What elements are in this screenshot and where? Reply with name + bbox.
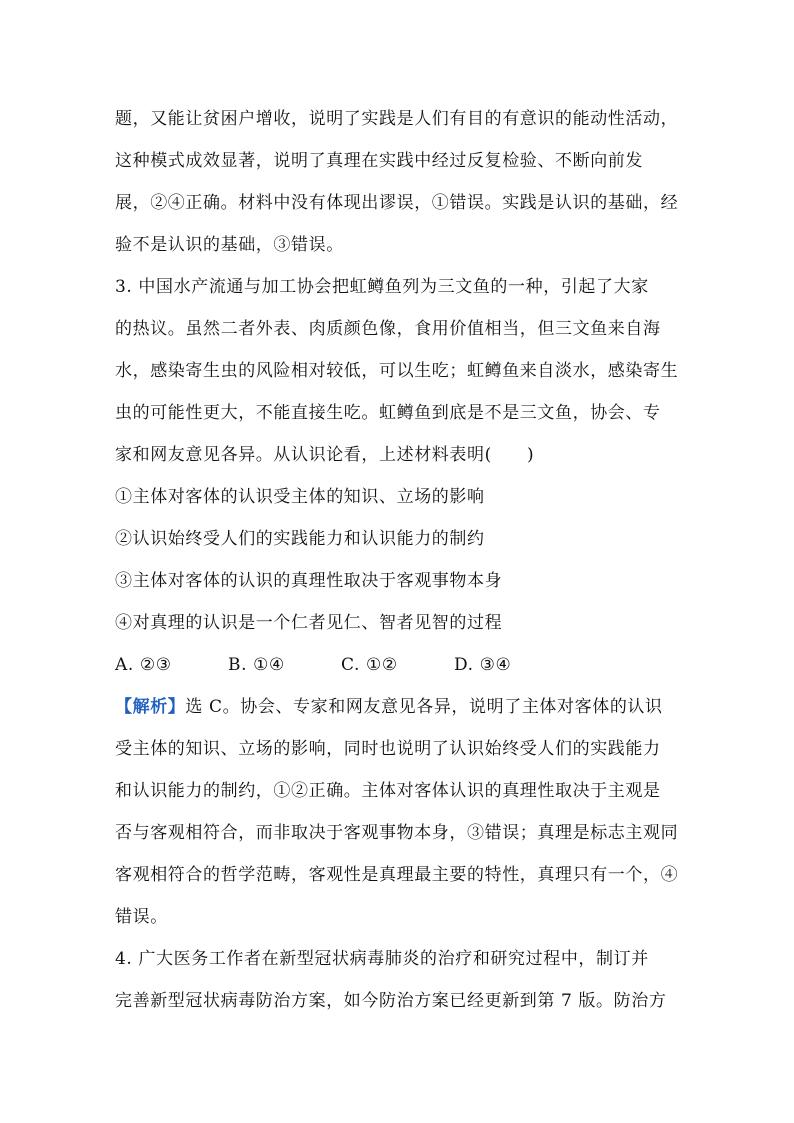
question-3-stem-line: 的热议。虽然二者外表、肉质颜色像，食用价值相当，但三文鱼来自海 — [115, 319, 661, 339]
option-a: A. ②③ — [115, 655, 172, 675]
question-4-stem-line: 4. 广大医务工作者在新型冠状病毒肺炎的治疗和研究过程中，制订并 — [115, 949, 649, 969]
question-3-stem-line: 3. 中国水产流通与加工协会把虹鳟鱼列为三文鱼的一种，引起了大家 — [115, 277, 649, 297]
statement-2: ②认识始终受人们的实践能力和认识能力的制约 — [115, 529, 485, 549]
explanation-line: 这种模式成效显著，说明了真理在实践中经过反复检验、不断向前发 — [115, 151, 643, 171]
statement-4: ④对真理的认识是一个仁者见仁、智者见智的过程 — [115, 613, 503, 633]
option-c: C. ①② — [341, 655, 398, 675]
question-3-stem-line: 家和网友意见各异。从认识论看，上述材料表明( ) — [115, 445, 535, 465]
analysis-line: 客观相符合的哲学范畴，客观性是真理最主要的特性，真理只有一个，④ — [115, 865, 679, 885]
option-d: D. ③④ — [454, 655, 512, 675]
analysis-line: 和认识能力的制约，①②正确。主体对客体认识的真理性取决于主观是 — [115, 781, 661, 801]
question-3-stem-line: 水，感染寄生虫的风险相对较低，可以生吃；虹鳟鱼来自淡水，感染寄生 — [115, 361, 679, 381]
explanation-line: 展，②④正确。材料中没有体现出谬误，①错误。实践是认识的基础，经 — [115, 193, 679, 213]
question-3-stem-line: 虫的可能性更大，不能直接生吃。虹鳟鱼到底是不是三文鱼，协会、专 — [115, 403, 661, 423]
analysis-first-line — [115, 686, 690, 728]
document-page — [115, 98, 690, 1022]
analysis-line: 受主体的知识、立场的影响，同时也说明了认识始终受人们的实践能力 — [115, 739, 661, 759]
explanation-line: 验不是认识的基础，③错误。 — [115, 235, 344, 255]
analysis-tag: 【解析】 — [115, 697, 186, 717]
statement-3: ③主体对客体的认识的真理性取决于客观事物本身 — [115, 571, 503, 591]
statement-1: ①主体对客体的认识受主体的知识、立场的影响 — [115, 487, 485, 507]
question-4-stem-line: 完善新型冠状病毒防治方案，如今防治方案已经更新到第 7 版。防治方 — [115, 991, 667, 1011]
analysis-text: 选 C。协会、专家和网友意见各异，说明了主体对客体的认识 — [185, 697, 663, 717]
analysis-line: 错误。 — [115, 907, 168, 927]
answer-options — [115, 644, 690, 686]
analysis-line: 否与客观相符合，而非取决于客观事物本身，③错误；真理是标志主观同 — [115, 823, 679, 843]
explanation-line: 题，又能让贫困户增收，说明了实践是人们有目的有意识的能动性活动， — [115, 109, 679, 129]
option-b: B. ①④ — [228, 655, 285, 675]
